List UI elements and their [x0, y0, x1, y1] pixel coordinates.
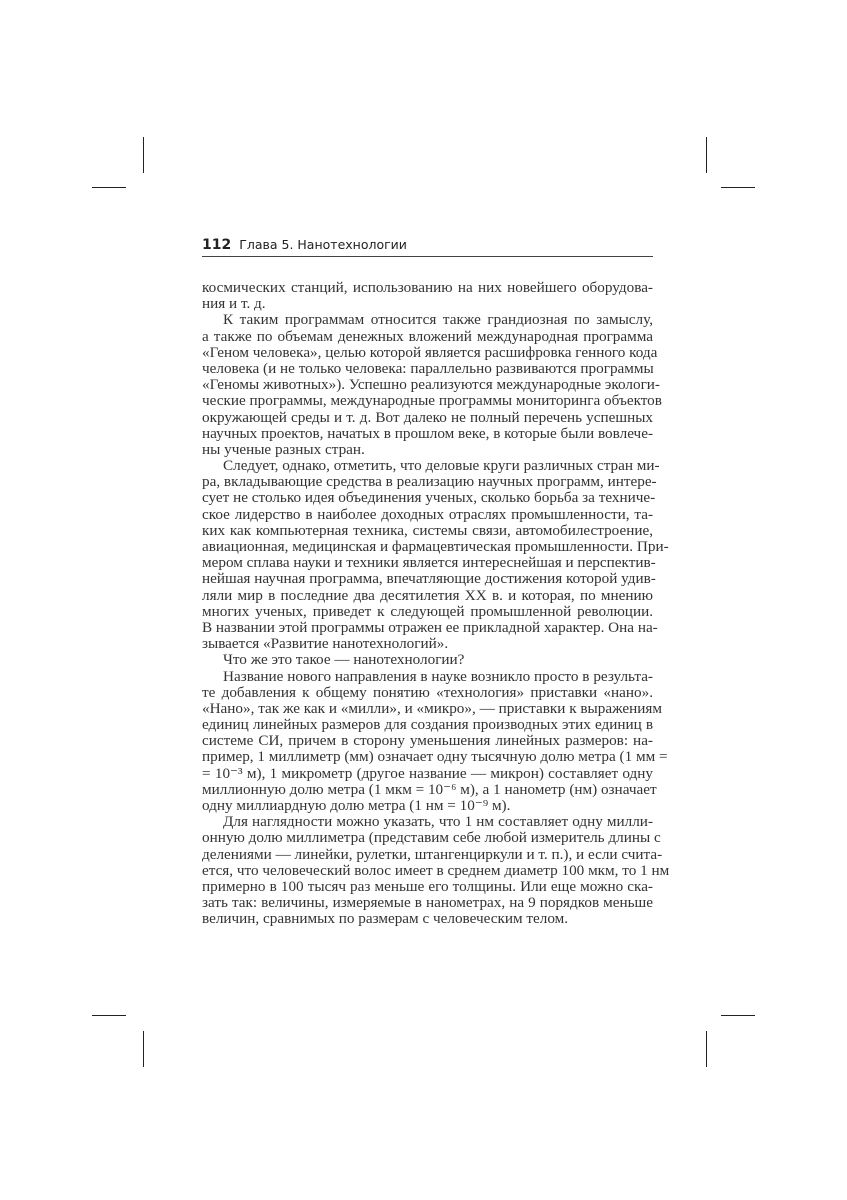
text-line: нейшая научная программа, впечатляющие достижения которой удив- — [202, 570, 656, 588]
paragraph — [202, 813, 670, 928]
text-line: К таким программам относится также грандиозная по замыслу, — [223, 311, 653, 329]
text-line: величин, сравнимых по размерам с человеческим телом. — [202, 910, 569, 928]
text-line: сует не столько идея объединения ученых, сколько борьба за техниче- — [202, 489, 656, 507]
text-line: «Нано», так же как и «милли», и «микро», — приставки к выражениям — [202, 699, 662, 717]
text-line: ния и т. д. — [202, 295, 266, 313]
body-text — [202, 279, 670, 928]
text-line: = 10⁻³ м), 1 микрометр (другое название — микрон) составляет одну — [202, 764, 653, 782]
paragraph — [202, 652, 653, 668]
text-line: делениями — линейки, рулетки, штангенциркули и т. п.), и если счита- — [202, 845, 663, 863]
text-line: а также по объемам денежных вложений международная программа — [202, 327, 653, 345]
text-line: ется, что человеческий волос имеет в среднем диаметр 100 мкм, то 1 нм — [202, 861, 670, 879]
text-line: ляли мир в последние два десятилетия XX в. и которая, по мнению — [202, 586, 653, 604]
paragraph — [202, 311, 662, 458]
text-line: мером сплава науки и техники является интереснейшая и перспектив- — [202, 554, 656, 572]
text-line: ческие программы, международные программы мониторинга объектов — [202, 392, 662, 410]
text-line: В названии этой программы отражен ее прикладной характер. Она на- — [202, 618, 658, 636]
paragraph — [202, 457, 669, 653]
crop-mark — [721, 1015, 755, 1016]
text-line: человека (и не только человека: параллельно развиваются программы — [202, 359, 654, 377]
text-line: Для наглядности можно указать, что 1 нм составляет одну милли- — [223, 813, 653, 831]
crop-mark — [92, 1015, 126, 1016]
text-line: онную долю миллиметра (представим себе любой измеритель длины с — [202, 829, 661, 847]
crop-mark — [143, 1031, 144, 1067]
crop-mark — [143, 137, 144, 173]
crop-mark — [92, 187, 126, 188]
text-line: Что же это такое — нанотехнологии? — [223, 651, 465, 669]
text-line: Следует, однако, отметить, что деловые круги различных стран ми- — [223, 457, 660, 475]
crop-mark — [721, 187, 755, 188]
running-header — [202, 234, 653, 257]
text-line: системе СИ, причем в сторону уменьшения линейных размеров: на- — [202, 732, 653, 750]
paragraph — [202, 667, 668, 815]
text-line: авиационная, медицинская и фармацевтическая промышленности. При- — [202, 538, 669, 555]
paragraph — [202, 280, 653, 312]
text-line: пример, 1 миллиметр (мм) означает одну тысячную долю метра (1 мм = — [202, 748, 668, 766]
text-line: ких как компьютерная техника, системы связи, автомобилестроение, — [202, 521, 653, 539]
text-line: окружающей среды и т. д. Вот далеко не полный перечень успешных — [202, 408, 653, 426]
text-line: одну миллиардную долю метра (1 нм = 10⁻⁹ м). — [202, 797, 511, 814]
text-line: «Геномы животных»). Успешно реализуются международные экологи- — [202, 376, 660, 394]
text-line: «Геном человека», целью которой является расшифровка генного кода — [202, 343, 658, 361]
text-line: научных проектов, начатых в прошлом веке, в которые были вовлече- — [202, 424, 653, 442]
text-line: те добавления к общему понятию «технология» приставки «нано». — [202, 683, 653, 701]
text-line: зывается «Развитие нанотехнологий». — [202, 635, 449, 653]
crop-mark — [706, 137, 707, 173]
text-line: ское лидерство в наиболее доходных отраслях промышленности, та- — [202, 505, 653, 523]
text-line: ра, вкладывающие средства в реализацию научных программ, интере- — [202, 473, 657, 491]
chapter-title: Глава 5. Нанотехнологии — [239, 237, 407, 252]
text-line: Название нового направления в науке возникло просто в результа- — [223, 667, 653, 685]
text-line: ны ученые разных стран. — [202, 440, 365, 458]
text-line: примерно в 100 тысяч раз меньше его толщины. Или еще можно ска- — [202, 877, 653, 895]
text-line: зать так: величины, измеряемые в нанометрах, на 9 порядков меньше — [202, 894, 653, 912]
page-number: 112 — [202, 237, 232, 253]
text-line: миллионную долю метра (1 мкм = 10⁻⁶ м), а 1 нанометр (нм) означает — [202, 780, 657, 798]
crop-mark — [706, 1031, 707, 1067]
text-line: единиц линейных размеров для создания производных этих единиц в — [202, 716, 653, 734]
text-line: космических станций, использованию на них новейшего оборудова- — [202, 279, 653, 296]
text-line: многих ученых, приведет к следующей промышленной революции. — [202, 602, 653, 620]
